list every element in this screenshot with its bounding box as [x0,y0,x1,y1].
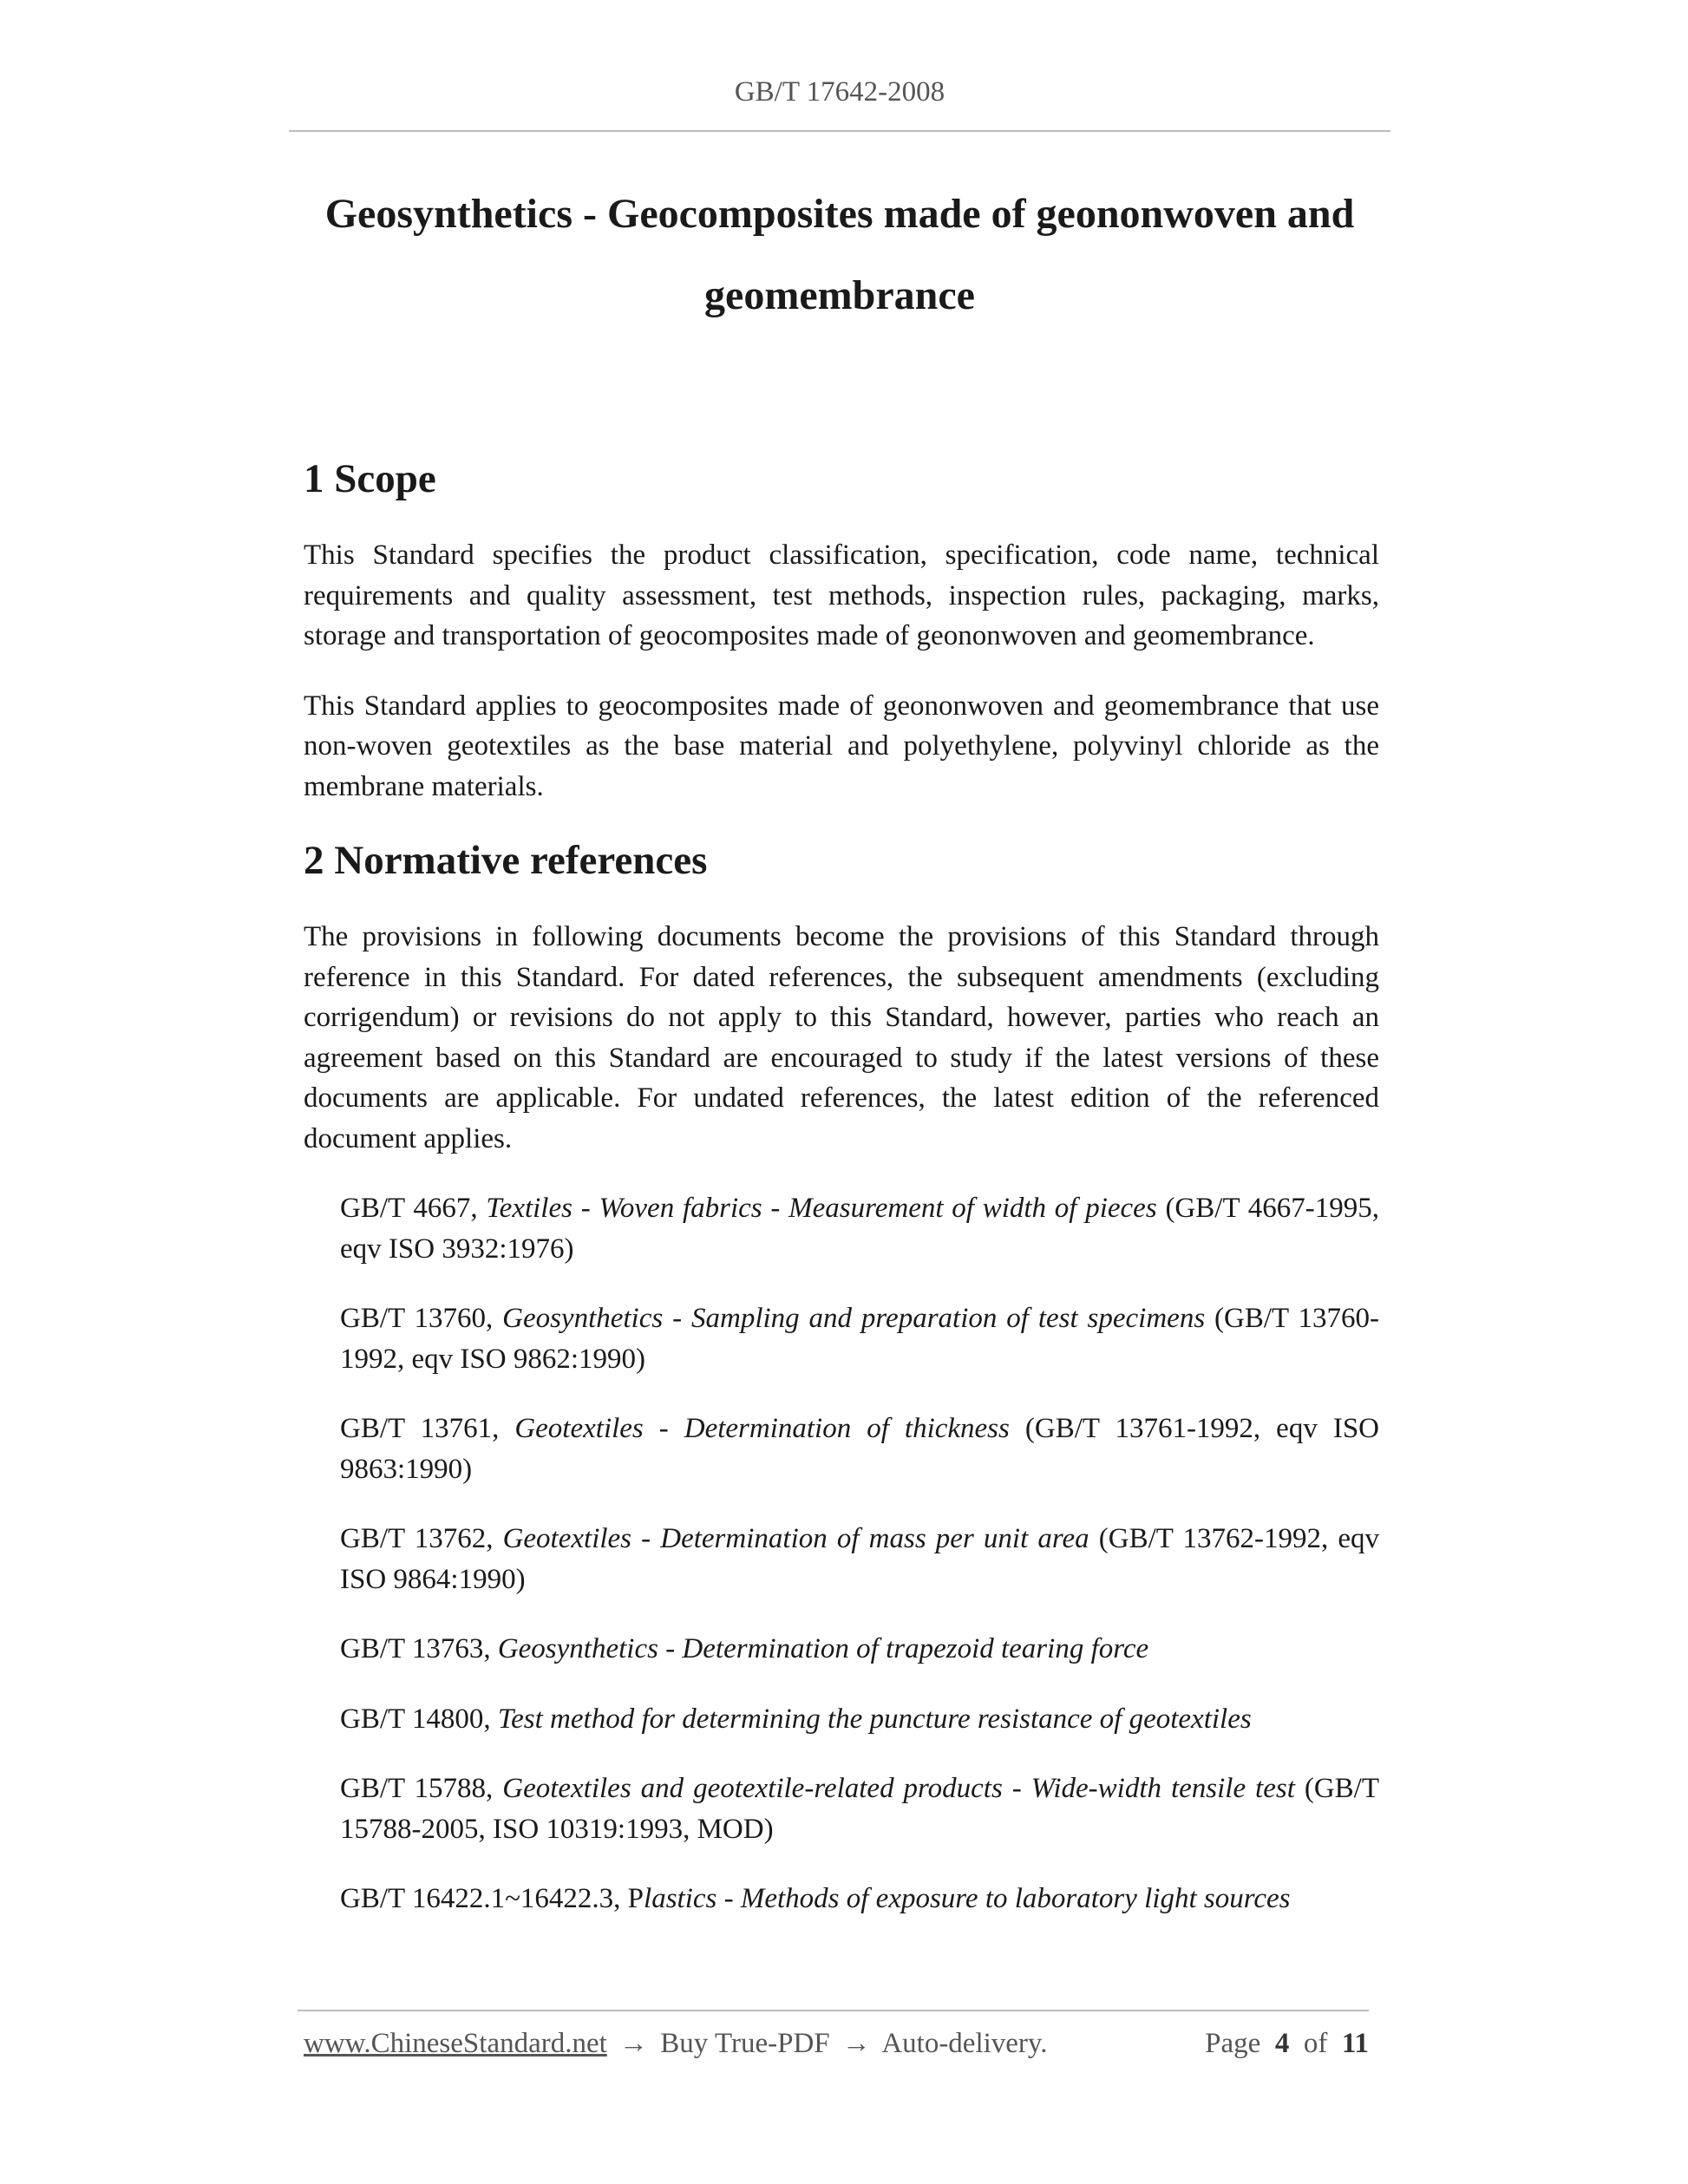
page-footer [304,2028,1369,2060]
reference-title: Test method for determining the puncture resistance of geotextiles [497,1703,1252,1735]
reference-title: Textiles - Woven fabrics - Measurement of width of pieces [486,1193,1157,1224]
page-of-label: of [1303,2028,1328,2059]
normative-paragraph: The provisions in following documents become the provisions of this Standard through reference in this Standard. For dated references, the subsequent amendments (excluding corrigendum) or revisions do not apply to this Standard, however, parties who reach an agreement based on this Standard are encouraged to study if the latest versions of these documents are applicable. For undated references, the latest edition of the referenced document applies. [304,921,1379,1154]
reference-title: Geotextiles - Determination of thickness [514,1413,1010,1444]
reference-item [304,1409,1379,1489]
title-line-2: geomembrance [704,272,975,318]
reference-item [304,1519,1379,1599]
reference-title: Geosynthetics - Sampling and preparation of test specimens [502,1303,1206,1334]
auto-delivery-text: Auto-delivery. [881,2028,1048,2059]
website-link[interactable]: www.ChineseStandard.net [304,2028,607,2059]
reference-code: GB/T 13763, [340,1633,498,1664]
reference-code: GB/T 4667, [340,1193,487,1224]
page-total: 11 [1341,2028,1369,2059]
reference-note: (GB/T 13762-1992, eqv ISO 9864:1990) [340,1523,1379,1595]
reference-code: GB/T 13761, [340,1413,515,1444]
reference-title: lastics - Methods of exposure to laboratory light sources [644,1883,1291,1914]
reference-item [304,1879,1379,1919]
page-current: 4 [1274,2028,1290,2059]
reference-title: Geotextiles - Determination of mass per unit area [502,1523,1089,1554]
scope-paragraph-1: This Standard specifies the product classification, specification, code name, technical requirements and quality assessment, test methods, inspection rules, packaging, marks, storage and transportation of geocomposites made of geononwoven and geomembrance. [304,539,1379,651]
reference-item [304,1629,1379,1670]
reference-item [304,1769,1379,1849]
footer-rule [298,2010,1369,2011]
reference-item [304,1699,1379,1740]
arrow-right-icon: → [619,2028,649,2059]
buy-pdf-text: Buy True-PDF [660,2028,830,2059]
reference-title: Geotextiles and geotextile-related products - Wide-width tensile test [502,1773,1295,1804]
document-body [304,447,1379,1919]
reference-code: GB/T 15788, [340,1773,503,1804]
page-label: Page [1205,2028,1261,2059]
reference-title: Geosynthetics - Determination of trapezoid tearing force [497,1633,1149,1664]
running-header: GB/T 17642-2008 [734,76,945,108]
footer-promo [304,2028,1048,2060]
header-rule [289,130,1390,132]
reference-item [304,1298,1379,1379]
title-line-1: Geosynthetics - Geocomposites made of geononwoven and [324,191,1355,237]
section-heading-normative: 2 Normative references [304,838,708,883]
reference-note: (GB/T 15788-2005, ISO 10319:1993, MOD) [340,1773,1379,1845]
reference-note: (GB/T 13760-1992, eqv ISO 9862:1990) [340,1303,1379,1375]
document-title [289,173,1390,337]
reference-item [304,1188,1379,1269]
reference-note: (GB/T 4667-1995, eqv ISO 3932:1976) [340,1193,1379,1265]
arrow-right-icon: → [841,2028,871,2059]
page-indicator [1205,2028,1369,2060]
scope-paragraph-2: This Standard applies to geocomposites made of geononwoven and geomembrance that use non-woven geotextiles as the base material and polyethylene, polyvinyl chloride as the membrane materials. [304,690,1379,802]
section-heading-scope: 1 Scope [304,456,436,501]
reference-code: GB/T 16422.1~16422.3, P [340,1883,644,1914]
reference-code: GB/T 13762, [340,1523,503,1554]
reference-code: GB/T 14800, [340,1703,498,1735]
reference-note: (GB/T 13761-1992, eqv ISO 9863:1990) [340,1413,1380,1485]
reference-code: GB/T 13760, [340,1303,503,1334]
